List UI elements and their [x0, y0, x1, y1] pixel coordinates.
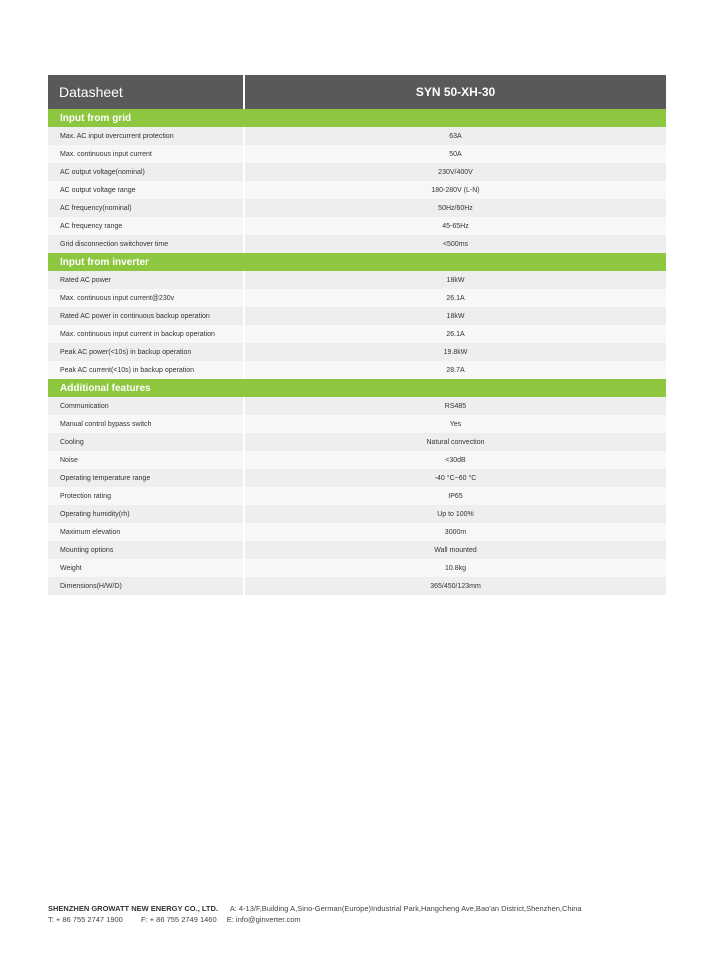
spec-value: 45-65Hz — [442, 222, 469, 230]
spec-sections — [48, 109, 666, 595]
spec-label: Cooling — [48, 433, 245, 451]
spec-value: <500ms — [442, 240, 469, 248]
spec-value: Yes — [449, 420, 462, 428]
spec-label: Operating temperature range — [48, 469, 245, 487]
spec-label: Communication — [48, 397, 245, 415]
spec-row — [48, 559, 666, 577]
spec-label: Noise — [48, 451, 245, 469]
spec-label: AC output voltage range — [48, 181, 245, 199]
spec-row — [48, 469, 666, 487]
spec-label: Manual control bypass switch — [48, 415, 245, 433]
spec-value: IP65 — [448, 492, 463, 500]
company-phone: T: + 86 755 2747 1900 — [48, 915, 123, 924]
spec-row — [48, 397, 666, 415]
spec-value: 180-280V (L-N) — [431, 186, 480, 194]
spec-label: Max. continuous input current in backup operation — [48, 325, 245, 343]
spec-value: 50Hz/60Hz — [438, 204, 473, 212]
company-address: A: 4-13/F,Building A,Sino-German(Europe)Industrial Park,Hangcheng Ave,Bao'an District,Shenzhen,China — [229, 904, 582, 913]
spec-value: 230V/400V — [438, 168, 473, 176]
section-header: Input from inverter — [48, 253, 666, 271]
spec-value: Natural convection — [426, 438, 485, 446]
spec-value: 26.1A — [446, 294, 465, 302]
spec-label: AC frequency range — [48, 217, 245, 235]
spec-label: Max. continuous input current@230v — [48, 289, 245, 307]
spec-value: RS485 — [444, 402, 467, 410]
spec-value: 50A — [449, 150, 462, 158]
company-fax: F: + 86 755 2749 1460 — [140, 915, 217, 924]
spec-label: Rated AC power — [48, 271, 245, 289]
spec-value: -40 °C~60 °C — [434, 474, 477, 482]
spec-row — [48, 235, 666, 253]
spec-row — [48, 541, 666, 559]
spec-label: Peak AC current(<10s) in backup operation — [48, 361, 245, 379]
spec-value: 19.8kW — [443, 348, 468, 356]
spec-row — [48, 181, 666, 199]
spec-value: 26.1A — [446, 330, 465, 338]
spec-value: 63A — [449, 132, 462, 140]
spec-row — [48, 505, 666, 523]
company-email: E: info@ginverter.com — [226, 915, 301, 924]
spec-value: 365/450/123mm — [430, 582, 481, 590]
spec-row — [48, 271, 666, 289]
spec-row — [48, 217, 666, 235]
spec-value: Wall mounted — [434, 546, 477, 554]
spec-row — [48, 145, 666, 163]
spec-value: 10.8kg — [444, 564, 467, 572]
spec-row — [48, 127, 666, 145]
spec-value: 3000m — [444, 528, 467, 536]
spec-label: AC output voltage(nominal) — [48, 163, 245, 181]
section-header: Additional features — [48, 379, 666, 397]
spec-value: <30dB — [445, 456, 466, 464]
company-name: SHENZHEN GROWATT NEW ENERGY CO., LTD. — [48, 904, 219, 913]
spec-row — [48, 163, 666, 181]
spec-row — [48, 451, 666, 469]
spec-label: Protection rating — [48, 487, 245, 505]
spec-value: 18kW — [446, 276, 465, 284]
spec-label: Rated AC power in continuous backup operation — [48, 307, 245, 325]
spec-value: Up to 100% — [437, 510, 474, 518]
spec-row — [48, 199, 666, 217]
footer — [48, 903, 582, 925]
spec-row — [48, 415, 666, 433]
spec-label: Peak AC power(<10s) in backup operation — [48, 343, 245, 361]
footer-line-2 — [48, 914, 582, 925]
section-header: Input from grid — [48, 109, 666, 127]
spec-row — [48, 523, 666, 541]
spec-label: Max. continuous input current — [48, 145, 245, 163]
spec-row — [48, 577, 666, 595]
spec-label: Max. AC input overcurrent protection — [48, 127, 245, 145]
spec-row — [48, 343, 666, 361]
spec-label: Dimensions(H/W/D) — [48, 577, 245, 595]
table-header — [48, 75, 666, 109]
footer-line-1 — [48, 903, 582, 914]
spec-value: 28.7A — [446, 366, 465, 374]
spec-label: Grid disconnection switchover time — [48, 235, 245, 253]
spec-row — [48, 289, 666, 307]
datasheet-table — [48, 75, 666, 595]
spec-row — [48, 361, 666, 379]
model-name: SYN 50-XH-30 — [415, 85, 496, 99]
spec-row — [48, 325, 666, 343]
spec-label: Weight — [48, 559, 245, 577]
header-title: Datasheet — [48, 75, 245, 109]
spec-label: Operating humidity(rh) — [48, 505, 245, 523]
spec-row — [48, 433, 666, 451]
spec-label: Maximum elevation — [48, 523, 245, 541]
spec-row — [48, 487, 666, 505]
spec-label: Mounting options — [48, 541, 245, 559]
spec-label: AC frequency(nominal) — [48, 199, 245, 217]
spec-value: 18kW — [446, 312, 465, 320]
spec-row — [48, 307, 666, 325]
